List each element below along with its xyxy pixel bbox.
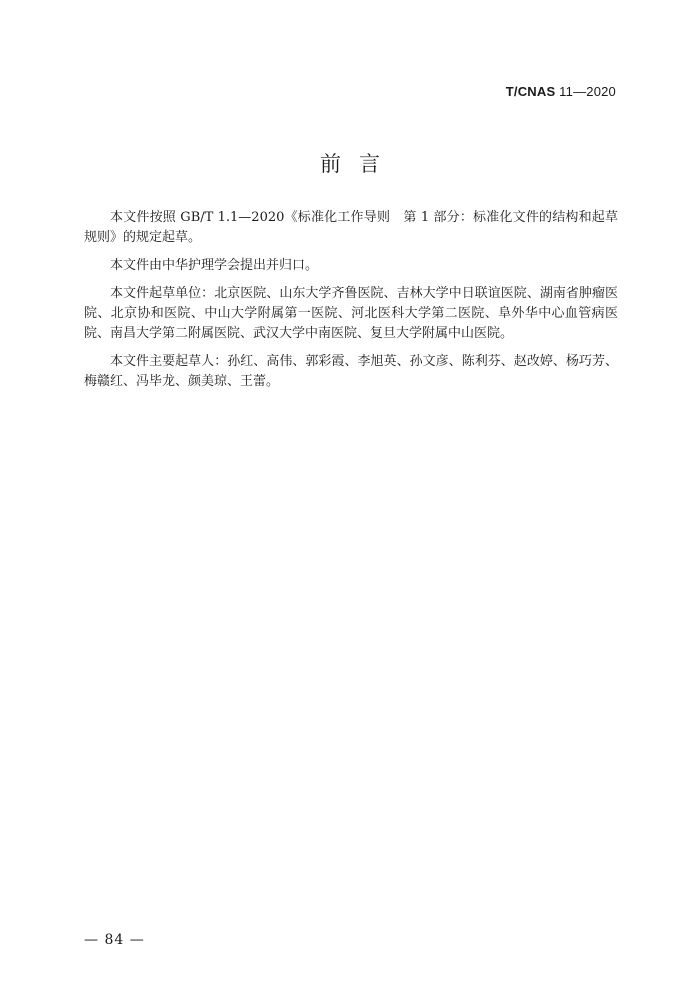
page-title: 前言 bbox=[320, 152, 398, 176]
document-body bbox=[84, 208, 618, 400]
standard-org: T/CNAS bbox=[505, 84, 556, 99]
paragraph-drafters: 本文件主要起草人：孙红、高伟、郭彩霞、李旭英、孙文彦、陈利芬、赵改婷、杨巧芳、梅赣红、冯毕龙、颜美琼、王蕾。 bbox=[84, 354, 618, 389]
paragraph-proposer: 本文件由中华护理学会提出并归口。 bbox=[110, 258, 319, 273]
paragraph-drafting-units: 本文件起草单位：北京医院、山东大学齐鲁医院、吉林大学中日联谊医院、湖南省肿瘤医院、北京协和医院、中山大学附属第一医院、河北医科大学第二医院、阜外华中心血管病医院、南昌大学第二附属医院、武汉大学中南医院、复旦大学附属中山医院。 bbox=[84, 286, 618, 341]
page-number: — 84 — bbox=[84, 932, 145, 948]
standard-year: 2020 bbox=[586, 84, 616, 99]
paragraph-drafting-basis: 本文件按照 GB/T 1.1—2020《标准化工作导则 第 1 部分：标准化文件的结构和起草规则》的规定起草。 bbox=[84, 210, 618, 245]
standard-code bbox=[506, 84, 616, 99]
standard-dash: — bbox=[573, 84, 587, 99]
standard-number: 11 bbox=[559, 84, 574, 99]
